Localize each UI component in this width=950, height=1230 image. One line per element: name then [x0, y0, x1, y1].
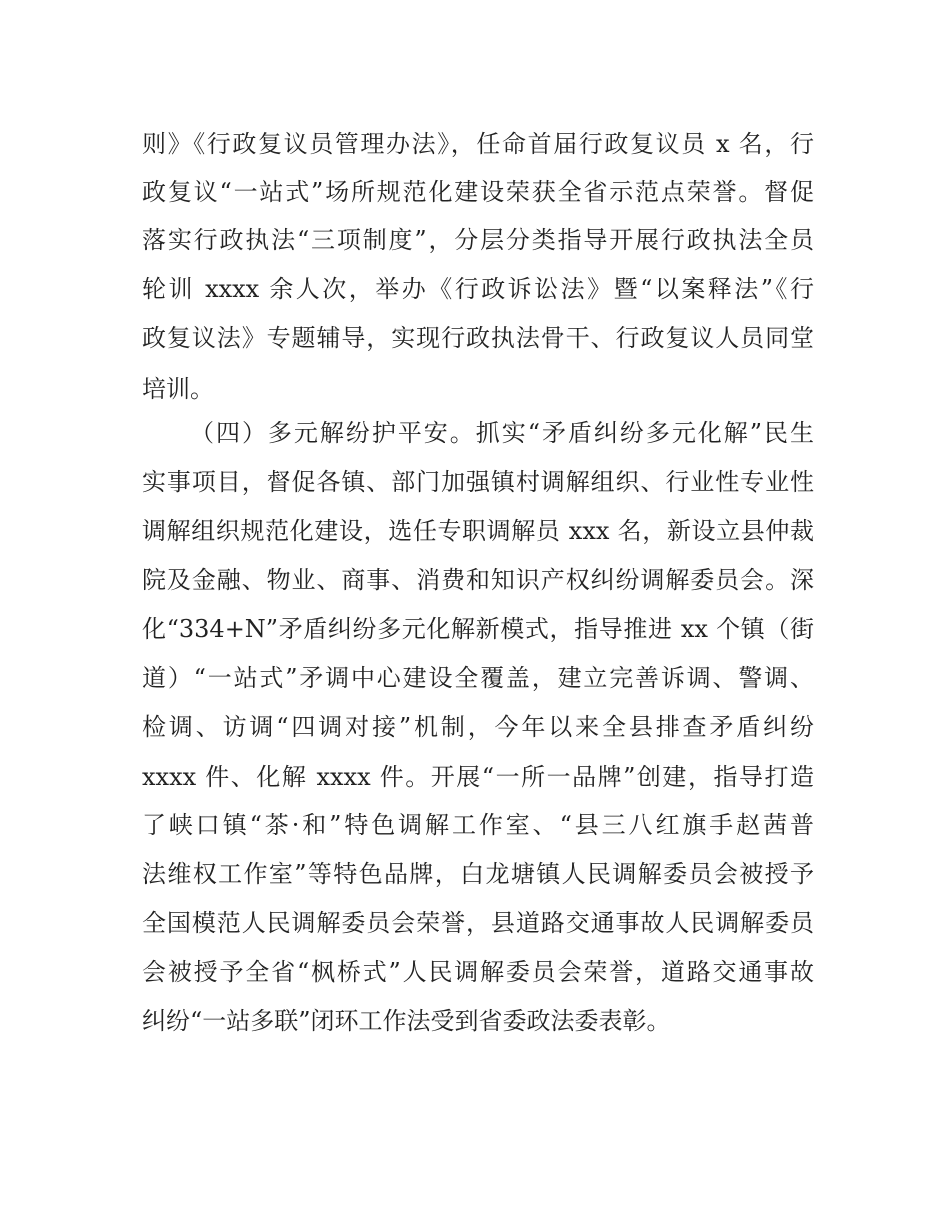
text-line: 实事项目，督促各镇、部门加强镇村调解组织、行业性专业性 — [142, 468, 814, 496]
text-line: 纠纷“一站多联”闭环工作法受到省委政法委表彰。 — [142, 1007, 671, 1035]
text-line: 培训。 — [142, 375, 214, 403]
text-line: 全国模范人民调解委员会荣誉，县道路交通事故人民调解委员 — [142, 909, 814, 937]
text-line: 法维权工作室”等特色品牌，白龙塘镇人民调解委员会被授予 — [142, 860, 814, 888]
section-heading-line: （四）多元解纷护平安。抓实“矛盾纠纷多元化解”民生 — [190, 419, 814, 447]
text-line: 道）“一站式”矛调中心建设全覆盖，建立完善诉调、警调、 — [142, 664, 814, 692]
text-line: 会被授予全省“枫桥式”人民调解委员会荣誉，道路交通事故 — [142, 958, 814, 986]
text-line: 院及金融、物业、商事、消费和知识产权纠纷调解委员会。深 — [142, 566, 814, 594]
text-line: 调解组织规范化建设，选任专职调解员 xxx 名，新设立县仲裁 — [142, 517, 814, 545]
text-line: 了峡口镇“茶·和”特色调解工作室、“县三八红旗手赵茜普 — [142, 811, 814, 839]
text-line: 则》《行政复议员管理办法》，任命首届行政复议员 x 名，行 — [142, 130, 814, 158]
text-line: xxxx 件、化解 xxxx 件。开展“一所一品牌”创建，指导打造 — [142, 763, 814, 791]
text-line: 政复议“一站式”场所规范化建设荣获全省示范点荣誉。督促 — [142, 178, 814, 206]
text-line: 化“334+N”矛盾纠纷多元化解新模式，指导推进 xx 个镇（街 — [142, 615, 814, 643]
text-line: 落实行政执法“三项制度”，分层分类指导开展行政执法全员 — [142, 226, 814, 254]
text-line: 政复议法》专题辅导，实现行政执法骨干、行政复议人员同堂 — [142, 324, 814, 352]
text-line: 轮训 xxxx 余人次，举办《行政诉讼法》暨“以案释法”《行 — [142, 275, 814, 303]
text-line: 检调、访调“四调对接”机制，今年以来全县排查矛盾纠纷 — [142, 713, 814, 741]
